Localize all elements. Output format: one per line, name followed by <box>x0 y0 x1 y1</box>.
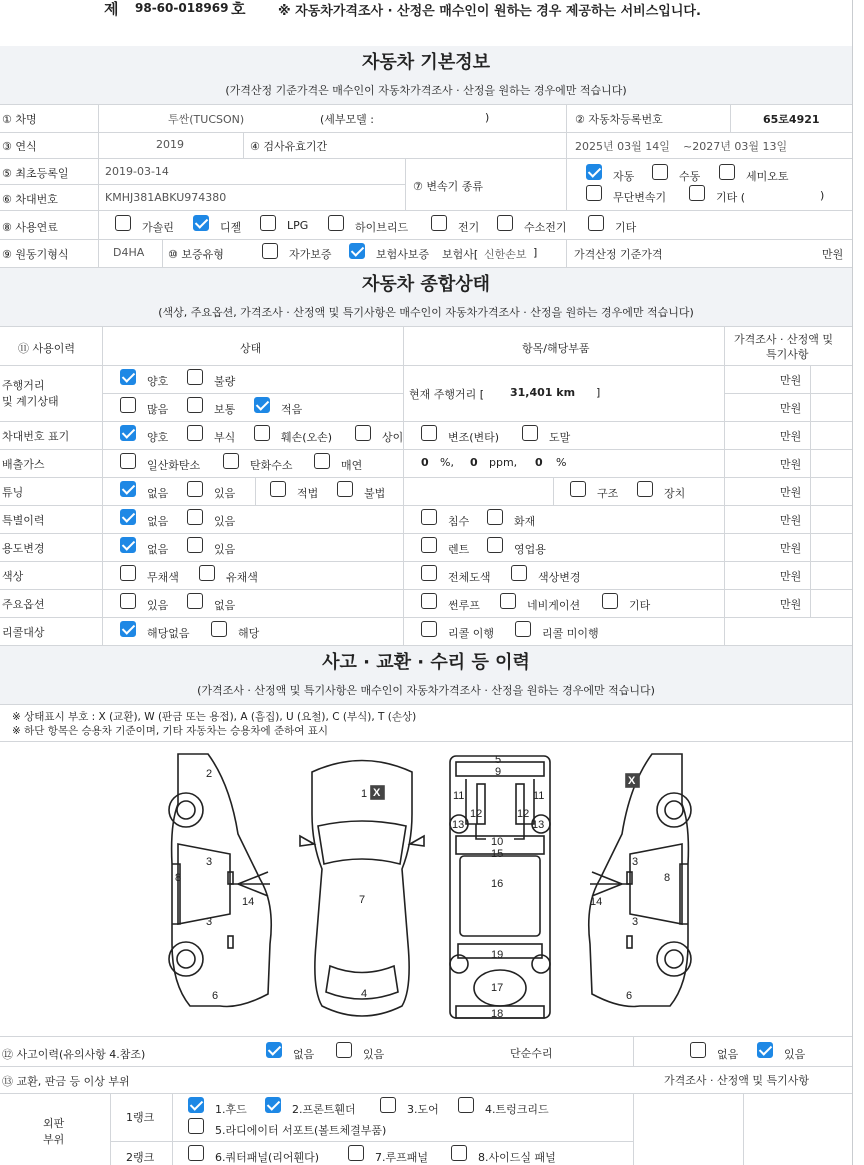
fuel-label: ⑧ 사용연료 <box>2 221 58 234</box>
emission-co-checkbox[interactable] <box>120 453 136 469</box>
basic-subtitle: (가격산정 기준가격은 매수인이 자동차가격조사 · 산정을 원하는 경우에만 적습니다) <box>0 80 852 104</box>
recall-done-label: 리콜 이행 <box>448 627 495 640</box>
color-fullpaint-label: 전체도색 <box>448 571 491 584</box>
part-num-16: 16 <box>491 878 504 890</box>
emission-hc-checkbox[interactable] <box>223 453 239 469</box>
trans-auto-checkbox[interactable] <box>586 164 602 180</box>
mileage-few-label: 적음 <box>281 403 303 416</box>
tuning-exists-label: 있음 <box>214 487 236 500</box>
options-navigation-checkbox[interactable] <box>500 593 516 609</box>
repair-exists-checkbox[interactable] <box>757 1042 773 1058</box>
status-title: 자동차 종합상태 <box>0 268 852 302</box>
options-navigation-label: 네비게이션 <box>527 599 581 612</box>
part-num-6-right: 6 <box>626 990 633 1002</box>
part-hood-label: 1.후드 <box>215 1103 247 1116</box>
part-num-19: 19 <box>491 949 504 961</box>
fender-x-text: X <box>628 775 636 787</box>
vin-damage-checkbox[interactable] <box>254 425 270 441</box>
parts-price-note: 가격조사 · 산정액 및 특기사항 <box>664 1074 809 1087</box>
detail-model-label: (세부모델 : <box>320 113 374 126</box>
mileage-good-checkbox[interactable] <box>120 369 136 385</box>
recall-done-checkbox[interactable] <box>421 621 437 637</box>
special-exists-label: 있음 <box>214 515 236 528</box>
fuel-hybrid-checkbox[interactable] <box>328 215 344 231</box>
emission-hc-label: 탄화수소 <box>250 459 293 472</box>
exterior-label-2: 부위 <box>43 1133 65 1146</box>
engine-label: ⑨ 원동기형식 <box>2 248 69 261</box>
rank2-label: 2랭크 <box>126 1151 155 1164</box>
part-num-8-right: 8 <box>664 872 671 884</box>
trans-etc-close: ) <box>820 189 825 202</box>
warranty-self-checkbox[interactable] <box>262 243 278 259</box>
vin-corrosion-label: 부식 <box>214 431 236 444</box>
color-change-label: 색상변경 <box>538 571 581 584</box>
fuel-gasoline-label: 가솔린 <box>142 221 174 234</box>
usage-exists-checkbox[interactable] <box>187 537 203 553</box>
usage-exists-label: 있음 <box>214 543 236 556</box>
trans-cvt-checkbox[interactable] <box>586 185 602 201</box>
part-roof-panel-label: 7.루프패널 <box>375 1151 428 1164</box>
special-none-checkbox[interactable] <box>120 509 136 525</box>
usage-business-checkbox[interactable] <box>487 537 503 553</box>
warranty-label: ⑩ 보증유형 <box>168 248 224 261</box>
part-door-checkbox[interactable] <box>380 1097 396 1113</box>
reg-no-value: 65로4921 <box>763 113 820 126</box>
accident-none-label: 없음 <box>293 1048 315 1061</box>
options-sunroof-checkbox[interactable] <box>421 593 437 609</box>
emission-co-label: 일산화탄소 <box>147 459 201 472</box>
mileage-many-label: 많음 <box>147 403 169 416</box>
trans-semi-label: 세미오토 <box>746 170 789 183</box>
status-subtitle: (색상, 주요옵션, 가격조사 · 산정액 및 특기사항은 매수인이 자동차가격조사 · 산정을 원하는 경우에만 적습니다) <box>0 302 852 326</box>
part-num-18: 18 <box>491 1008 504 1020</box>
fuel-lpg-label: LPG <box>287 219 309 232</box>
first-reg-value: 2019-03-14 <box>105 165 169 178</box>
color-label: 색상 <box>2 570 24 583</box>
part-quarter-panel-label: 6.쿼터패널(리어휀다) <box>215 1151 320 1164</box>
vin-label: ⑥ 차대번호 <box>2 193 58 206</box>
mileage-good-label: 양호 <box>147 375 169 388</box>
color-achromatic-label: 무채색 <box>147 571 179 584</box>
insurer-close: ] <box>533 246 538 259</box>
tuning-none-checkbox[interactable] <box>120 481 136 497</box>
special-fire-label: 화재 <box>514 515 536 528</box>
part-num-9: 9 <box>495 766 502 778</box>
co-unit: %, <box>440 456 454 469</box>
year-label: ③ 연식 <box>2 140 37 153</box>
document-header <box>0 0 864 46</box>
part-num-12-front: 12 <box>470 808 483 820</box>
tuning-illegal-label: 불법 <box>364 487 386 500</box>
hood-x-text: X <box>373 787 381 799</box>
part-roof-panel-checkbox[interactable] <box>348 1145 364 1161</box>
legend-line-2: ※ 하단 항목은 승용차 기준이며, 기타 자동차는 승용차에 준하여 표시 <box>12 725 329 737</box>
inspection-from: 2025년 03월 14일 <box>575 140 670 153</box>
part-num-15: 15 <box>491 848 504 860</box>
col-items: 항목/해당부품 <box>522 342 590 355</box>
special-flood-label: 침수 <box>448 515 470 528</box>
recall-notdone-label: 리콜 미이행 <box>542 627 599 640</box>
header-notice: ※ 자동차가격조사 · 산정은 매수인이 원하는 경우 제공하는 서비스입니다. <box>278 4 701 19</box>
hc-unit: ppm, <box>489 456 518 469</box>
detail-model-close: ) <box>485 111 490 124</box>
recall-na-checkbox[interactable] <box>120 621 136 637</box>
part-num-11-right: 11 <box>533 790 545 802</box>
vin-mismatch-checkbox[interactable] <box>355 425 371 441</box>
options-sunroof-label: 썬루프 <box>448 599 480 612</box>
part-num-13-front: 13 <box>452 819 465 831</box>
part-num-2: 2 <box>206 768 213 780</box>
color-chromatic-checkbox[interactable] <box>199 565 215 581</box>
reg-no-label: ② 자동차등록번호 <box>575 113 663 126</box>
part-num-11-left: 11 <box>453 790 465 802</box>
fuel-electric-checkbox[interactable] <box>431 215 447 231</box>
color-achromatic-checkbox[interactable] <box>120 565 136 581</box>
fuel-etc-checkbox[interactable] <box>588 215 604 231</box>
vin-stolen-checkbox[interactable] <box>522 425 538 441</box>
special-none-label: 없음 <box>147 515 169 528</box>
mileage-few-checkbox[interactable] <box>254 397 270 413</box>
special-label: 특별이력 <box>2 514 45 527</box>
repair-none-label: 없음 <box>717 1048 739 1061</box>
page-right-border <box>852 0 853 1165</box>
special-unit: 만원 <box>780 514 802 527</box>
tuning-structure-checkbox[interactable] <box>570 481 586 497</box>
diagram-labels <box>150 744 710 1026</box>
options-none-checkbox[interactable] <box>187 593 203 609</box>
col-state: 상태 <box>240 342 262 355</box>
tuning-illegal-checkbox[interactable] <box>337 481 353 497</box>
recall-applicable-checkbox[interactable] <box>211 621 227 637</box>
fuel-gasoline-checkbox[interactable] <box>115 215 131 231</box>
mileage-many-checkbox[interactable] <box>120 397 136 413</box>
basic-title: 자동차 기본정보 <box>0 46 852 80</box>
part-radiator-support-checkbox[interactable] <box>188 1118 204 1134</box>
color-chromatic-label: 유채색 <box>226 571 258 584</box>
mileage-bad-checkbox[interactable] <box>187 369 203 385</box>
col-history: ⑪ 사용이력 <box>18 342 76 355</box>
hc-value: 0 <box>470 456 478 469</box>
repair-none-checkbox[interactable] <box>690 1042 706 1058</box>
mileage-unit-2: 만원 <box>780 402 802 415</box>
part-num-12-front-r: 12 <box>517 808 530 820</box>
first-reg-label: ⑤ 최초등록일 <box>2 167 69 180</box>
part-num-13-front-r: 13 <box>532 819 545 831</box>
usage-business-label: 영업용 <box>514 543 546 556</box>
part-front-fender-checkbox[interactable] <box>265 1097 281 1113</box>
accident-title: 사고 · 교환 · 수리 등 이력 <box>0 646 852 680</box>
mileage-label-1: 주행거리 <box>2 379 45 392</box>
emission-label: 배출가스 <box>2 458 45 471</box>
usage-rent-label: 렌트 <box>448 543 470 556</box>
part-hood-checkbox[interactable] <box>188 1097 204 1113</box>
warranty-self-label: 자가보증 <box>289 248 332 261</box>
vin-corrosion-checkbox[interactable] <box>187 425 203 441</box>
recall-notdone-checkbox[interactable] <box>515 621 531 637</box>
recall-na-label: 해당없음 <box>147 627 190 640</box>
col-price-2: 특기사항 <box>766 348 809 361</box>
part-num-10: 10 <box>491 836 504 848</box>
special-exists-checkbox[interactable] <box>187 509 203 525</box>
tuning-none-label: 없음 <box>147 487 169 500</box>
recall-label: 리콜대상 <box>2 626 45 639</box>
usage-label: 용도변경 <box>2 542 45 555</box>
mileage-close: ] <box>596 386 601 399</box>
part-num-4: 4 <box>361 988 368 1000</box>
part-radiator-support-label: 5.라디에이터 서포트(볼트체결부품) <box>215 1124 387 1137</box>
inspection-to: ~2027년 03월 13일 <box>683 140 788 153</box>
vin-good-checkbox[interactable] <box>120 425 136 441</box>
options-none-label: 없음 <box>214 599 236 612</box>
emission-smoke-label: 매연 <box>341 459 363 472</box>
insurer-label: 보험사[ <box>442 248 479 261</box>
usage-none-label: 없음 <box>147 543 169 556</box>
engine-value: D4HA <box>113 246 145 259</box>
car-name-label: ① 차명 <box>2 113 37 126</box>
fuel-etc-label: 기타 <box>615 221 637 234</box>
vin-unit: 만원 <box>780 430 802 443</box>
emission-unit: 만원 <box>780 458 802 471</box>
part-num-5: 5 <box>495 754 502 766</box>
accident-none-checkbox[interactable] <box>266 1042 282 1058</box>
part-num-3-lower: 3 <box>206 916 213 928</box>
price-basis-label: 가격산정 기준가격 <box>574 248 663 261</box>
year-value: 2019 <box>156 138 184 151</box>
fuel-hydrogen-checkbox[interactable] <box>497 215 513 231</box>
accident-subtitle: (가격조사 · 산정액 및 특기사항은 매수인이 자동차가격조사 · 산정을 원하는 경우에만 적습니다) <box>0 680 852 704</box>
trans-etc-label: 기타 ( <box>716 191 746 204</box>
recall-applicable-label: 해당 <box>238 627 260 640</box>
part-num-7: 7 <box>359 894 366 906</box>
part-side-sill-label: 8.사이드실 패널 <box>478 1151 556 1164</box>
usage-none-checkbox[interactable] <box>120 537 136 553</box>
part-trunk-lid-checkbox[interactable] <box>458 1097 474 1113</box>
part-num-8: 8 <box>175 872 182 884</box>
tuning-unit: 만원 <box>780 486 802 499</box>
mileage-value: 31,401 km <box>510 386 576 399</box>
fuel-hydrogen-label: 수소전기 <box>524 221 567 234</box>
trans-cvt-label: 무단변속기 <box>613 191 667 204</box>
tuning-legal-label: 적법 <box>297 487 319 500</box>
part-num-14-right: 14 <box>590 896 603 908</box>
tuning-device-checkbox[interactable] <box>637 481 653 497</box>
part-num-3-upper: 3 <box>206 856 213 868</box>
tuning-exists-checkbox[interactable] <box>187 481 203 497</box>
accident-history-label: ⑫ 사고이력(유의사항 4.참조) <box>2 1048 146 1061</box>
current-mileage-label: 현재 주행거리 [ <box>409 388 485 401</box>
options-unit: 만원 <box>780 598 802 611</box>
part-trunk-lid-label: 4.트렁크리드 <box>485 1103 549 1116</box>
part-front-fender-label: 2.프론트휀더 <box>292 1103 356 1116</box>
smoke-value: 0 <box>535 456 543 469</box>
vin-mismatch-label: 상이 <box>382 431 404 444</box>
accident-exists-checkbox[interactable] <box>336 1042 352 1058</box>
vin-value: KMHJ381ABKU974380 <box>105 191 227 204</box>
warranty-insurer-checkbox[interactable] <box>349 243 365 259</box>
vin-stolen-label: 도말 <box>549 431 571 444</box>
part-num-3-right-lower: 3 <box>632 916 639 928</box>
mileage-normal-checkbox[interactable] <box>187 397 203 413</box>
exterior-label-1: 외판 <box>43 1117 65 1130</box>
special-flood-checkbox[interactable] <box>421 509 437 525</box>
warranty-insurer-label: 보험사보증 <box>376 248 430 261</box>
fuel-electric-label: 전기 <box>458 221 480 234</box>
legend-line-1: ※ 상태표시 부호 : X (교환), W (판금 또는 용접), A (흠집), U (요철), C (부식), T (손상) <box>12 711 417 723</box>
part-num-3-right-upper: 3 <box>632 856 639 868</box>
special-fire-checkbox[interactable] <box>487 509 503 525</box>
header-number: 98-60-018969 <box>135 1 229 15</box>
insurer-value: 신한손보 <box>484 248 527 261</box>
part-door-label: 3.도어 <box>407 1103 439 1116</box>
tuning-legal-checkbox[interactable] <box>270 481 286 497</box>
trans-etc-checkbox[interactable] <box>689 185 705 201</box>
tuning-structure-label: 구조 <box>597 487 619 500</box>
color-fullpaint-checkbox[interactable] <box>421 565 437 581</box>
part-num-17: 17 <box>491 982 504 994</box>
fuel-diesel-label: 디젤 <box>220 221 242 234</box>
mileage-bad-label: 불량 <box>214 375 236 388</box>
options-exists-checkbox[interactable] <box>120 593 136 609</box>
vin-altered-checkbox[interactable] <box>421 425 437 441</box>
rank1-label: 1랭크 <box>126 1111 155 1124</box>
repair-exists-label: 있음 <box>784 1048 806 1061</box>
vin-altered-label: 변조(변타) <box>448 431 500 444</box>
tuning-device-label: 장치 <box>664 487 686 500</box>
parts-label: ⑬ 교환, 판금 등 이상 부위 <box>2 1075 130 1088</box>
header-ho: 호 <box>231 0 246 18</box>
part-num-1: 1 <box>361 788 368 800</box>
part-quarter-panel-checkbox[interactable] <box>188 1145 204 1161</box>
inspection-label: ④ 검사유효기간 <box>250 140 328 153</box>
trans-auto-label: 자동 <box>613 170 635 183</box>
vin-damage-label: 훼손(오손) <box>281 431 333 444</box>
vin-mark-label: 차대번호 표기 <box>2 430 70 443</box>
mileage-normal-label: 보통 <box>214 403 236 416</box>
part-num-6: 6 <box>212 990 219 1002</box>
tuning-label: 튜닝 <box>2 486 24 499</box>
vin-good-label: 양호 <box>147 431 169 444</box>
usage-rent-checkbox[interactable] <box>421 537 437 553</box>
fuel-diesel-checkbox[interactable] <box>193 215 209 231</box>
price-basis-unit: 만원 <box>822 248 844 261</box>
trans-manual-checkbox[interactable] <box>652 164 668 180</box>
options-exists-label: 있음 <box>147 599 169 612</box>
mileage-label-2: 및 계기상태 <box>2 395 59 408</box>
options-etc-label: 기타 <box>629 599 651 612</box>
part-num-14-left: 14 <box>242 896 255 908</box>
accident-exists-label: 있음 <box>363 1048 385 1061</box>
trans-label: ⑦ 변속기 종류 <box>413 180 483 193</box>
fuel-lpg-checkbox[interactable] <box>260 215 276 231</box>
car-name-value: 투싼(TUCSON) <box>168 113 245 126</box>
col-price-1: 가격조사 · 산정액 및 <box>734 333 833 346</box>
trans-manual-label: 수동 <box>679 170 701 183</box>
options-etc-checkbox[interactable] <box>602 593 618 609</box>
usage-unit: 만원 <box>780 542 802 555</box>
part-side-sill-checkbox[interactable] <box>451 1145 467 1161</box>
options-label: 주요옵션 <box>2 598 45 611</box>
smoke-unit: % <box>556 456 567 469</box>
trans-semi-checkbox[interactable] <box>719 164 735 180</box>
co-value: 0 <box>421 456 429 469</box>
fuel-hybrid-label: 하이브리드 <box>355 221 409 234</box>
simple-repair-label: 단순수리 <box>510 1047 553 1060</box>
mileage-unit-1: 만원 <box>780 374 802 387</box>
color-unit: 만원 <box>780 570 802 583</box>
header-je: 제 <box>104 0 119 18</box>
color-change-checkbox[interactable] <box>511 565 527 581</box>
emission-smoke-checkbox[interactable] <box>314 453 330 469</box>
